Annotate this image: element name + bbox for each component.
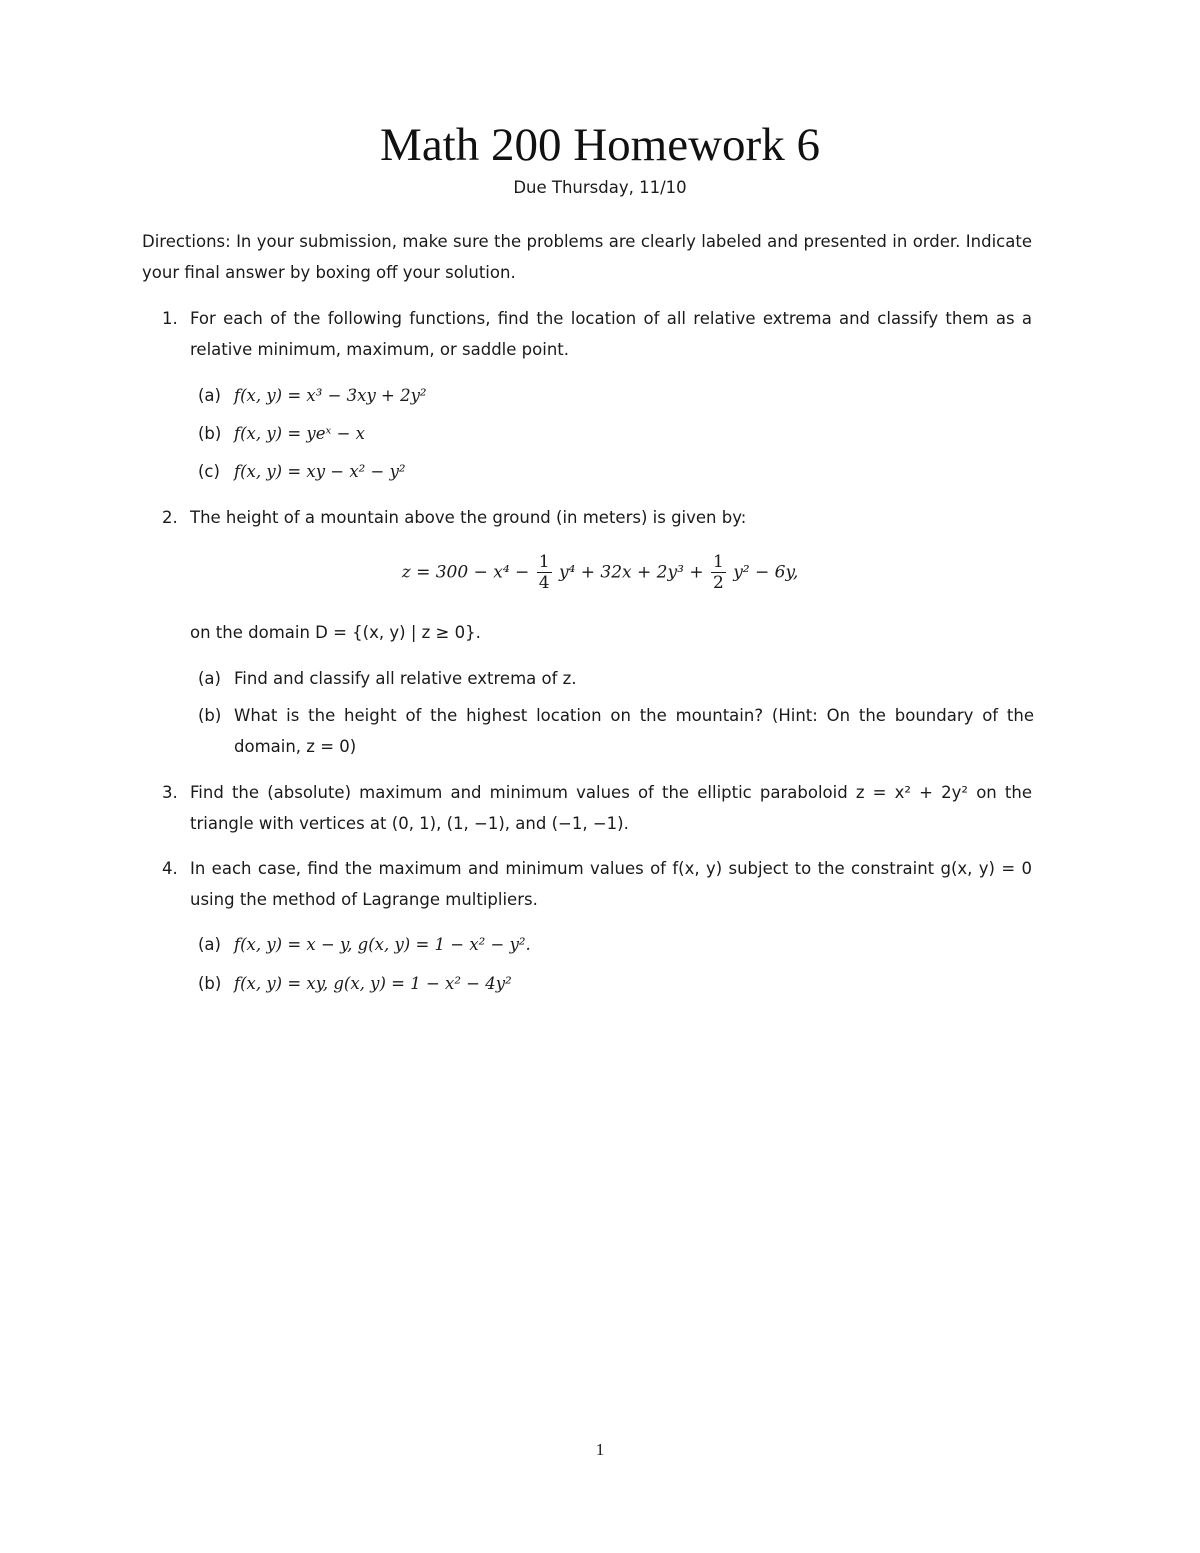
problem-number: 2.: [162, 508, 178, 527]
domain-text: on the domain D = {(x, y) | z ≥ 0}.: [190, 623, 481, 642]
part-text: f(x, y) = xy, g(x, y) = 1 − x² − 4y²: [234, 974, 512, 993]
problem-text: The height of a mountain above the ground (in meters) is given by:: [190, 508, 747, 527]
equation-tail: y² − 6y,: [733, 562, 799, 583]
problem-text: For each of the following functions, find the location of all relative extrema and classify them as a relative minimum, maximum, or saddle point.: [190, 309, 1032, 359]
problem-text: In each case, find the maximum and minimum values of f(x, y) subject to the constraint g(x, y) = 0 using the method of Lagrange multipliers.: [190, 859, 1032, 909]
part-text: Find and classify all relative extrema of z.: [234, 669, 577, 688]
part-text: f(x, y) = x³ − 3xy + 2y²: [234, 386, 427, 405]
problem-text: Find the (absolute) maximum and minimum values of the elliptic paraboloid z = x² + 2y² on the triangle with vertices at (0, 1), (1, −1), and (−1, −1).: [190, 783, 1032, 833]
part-label: (b): [198, 706, 222, 725]
part-text: f(x, y) = xy − x² − y²: [234, 462, 406, 481]
page-title: Math 200 Homework 6: [380, 119, 820, 171]
fraction-denominator: 4: [538, 573, 550, 593]
part-text: f(x, y) = x − y, g(x, y) = 1 − x² − y².: [234, 935, 531, 954]
fraction-denominator: 2: [712, 573, 724, 593]
part-label: (b): [198, 424, 222, 443]
height-equation: [0, 552, 1200, 593]
fraction-one-half: [711, 552, 726, 593]
part-label: (b): [198, 974, 222, 993]
due-date: Due Thursday, 11/10: [513, 178, 687, 197]
part-text: What is the height of the highest location on the mountain? (Hint: On the boundary of the domain, z = 0): [234, 706, 1034, 756]
fraction-one-quarter: [537, 552, 552, 593]
directions-paragraph: Directions: In your submission, make sure the problems are clearly labeled and presented in order. Indicate your final answer by boxing off your solution.: [142, 232, 1032, 282]
part-label: (a): [198, 386, 221, 405]
equation-lead: z = 300 − x⁴ −: [401, 562, 530, 583]
part-label: (c): [198, 462, 220, 481]
part-text: f(x, y) = yeˣ − x: [234, 424, 365, 443]
problem-number: 1.: [162, 309, 178, 328]
page-number: 1: [595, 1440, 605, 1459]
fraction-numerator: 1: [712, 552, 724, 572]
part-label: (a): [198, 935, 221, 954]
fraction-numerator: 1: [538, 552, 550, 572]
problem-number: 4.: [162, 859, 178, 878]
equation-middle: y⁴ + 32x + 2y³ +: [558, 562, 704, 583]
problem-number: 3.: [162, 783, 178, 802]
part-label: (a): [198, 669, 221, 688]
